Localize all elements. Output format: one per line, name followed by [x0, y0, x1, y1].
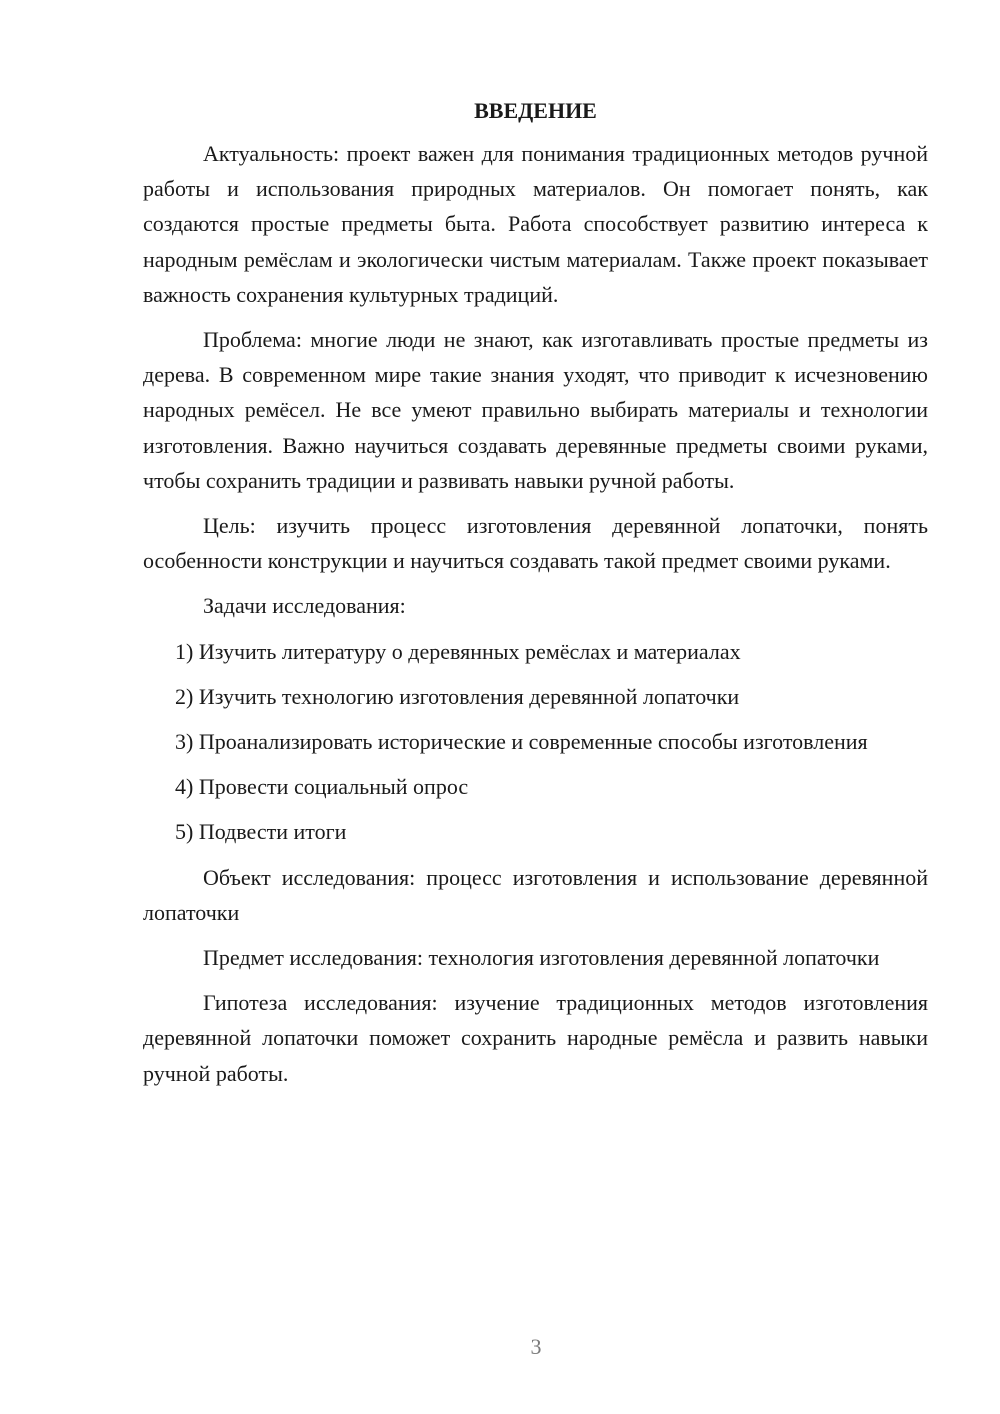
tasks-heading: Задачи исследования:	[203, 593, 406, 619]
task-item-3: 3) Проанализировать исторические и современные способы изготовления	[175, 729, 868, 755]
page-content	[143, 96, 928, 1101]
subject-paragraph: Предмет исследования: технология изготовления деревянной лопаточки	[203, 945, 880, 971]
section-title: ВВЕДЕНИЕ	[474, 98, 597, 123]
page-number: 3	[530, 1334, 542, 1359]
task-item-2: 2) Изучить технологию изготовления деревянной лопаточки	[175, 683, 740, 709]
hypothesis-paragraph: Гипотеза исследования: изучение традиционных методов изготовления деревянной лопаточки поможет сохранить народные ремёсла и развить навыки ручной работы.	[143, 990, 928, 1086]
task-item-1: 1) Изучить литературу о деревянных ремёслах и материалах	[175, 638, 741, 664]
task-item-4: 4) Провести социальный опрос	[175, 774, 469, 800]
relevance-paragraph: Актуальность: проект важен для понимания традиционных методов ручной работы и использования природных материалов. Он помогает понять, как создаются простые предметы быта. Работа способствует развитию интереса к народным ремёслам и экологически чистым материалам. Также проект показывает важность сохранения культурных традиций.	[143, 141, 928, 307]
goal-paragraph: Цель: изучить процесс изготовления деревянной лопаточки, понять особенности конструкции и научиться создавать такой предмет своими руками.	[143, 513, 928, 574]
task-item-5: 5) Подвести итоги	[175, 819, 347, 845]
object-paragraph: Объект исследования: процесс изготовления и использование деревянной лопаточки	[143, 864, 928, 925]
problem-paragraph: Проблема: многие люди не знают, как изготавливать простые предметы из дерева. В современном мире такие знания уходят, что приводит к исчезновению народных ремёсел. Не все умеют правильно выбирать материалы и технологии изготовления. Важно научиться создавать деревянные предметы своими руками, чтобы сохранить традиции и развивать навыки ручной работы.	[143, 327, 928, 493]
